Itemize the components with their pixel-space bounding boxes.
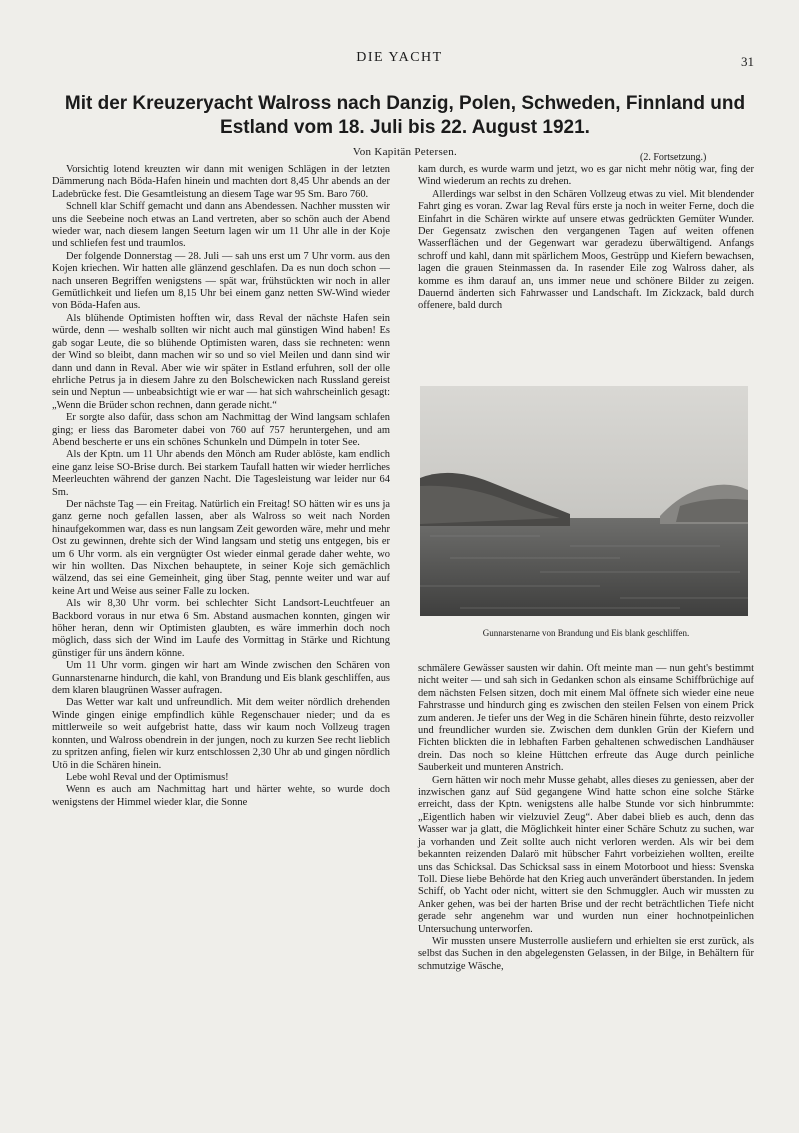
sea [420,518,748,616]
continuation-note: (2. Fortsetzung.) [640,152,707,163]
left-column [52,164,390,809]
paragraph: Lebe wohl Reval und der Optimismus! [66,771,229,783]
paragraph: Er sorgte also dafür, dass schon am Nachmittag der Wind langsam schlafen ging; er liess das Barometer dabei von 760 auf 757 heruntergehen, und am Abend bescherte er uns ein schönes Schunkeln und Dümpeln in toter See. [52,412,390,448]
running-head: DIE YACHT [356,50,443,65]
right-column-bottom [418,663,754,973]
paragraph: Allerdings war selbst in den Schären Vollzeug etwas zu viel. Mit blendender Fahrt ging es voran. Zwar lag Reval fürs erste ja noch in weiter Ferne, doch die Einfahrt in die Schären wirkte auf unsere etwas gedrückten Gemüter Wunder. Der Gegensatz zwischen den vergangenen Tagen auf weiten offenen Wasserflächen und der Gegenwart war geradezu überwältigend. Anfangs schroff und kahl, dann mit spärlichem Moos, Gestrüpp und Kiefern bewachsen, lagen die grauen Steinmassen da. In rasender Eile zog Walross daher, als komme es ihm darauf an, uns immer neue und schönere Bilder zu zeigen. Dauernd änderten sich Fahrwasser und Landschaft. Im Zickzack, bald durch offenere, bald durch [418,188,754,312]
article-title [40,92,770,140]
paragraph: Der nächste Tag — ein Freitag. Natürlich ein Freitag! SO hätten wir es uns ja ganz gerne noch gefallen lassen, aber als Walross so weit nach Norden hinaufgekommen war, dass es nun langsam Zeit geworden wäre, mehr und mehr Ost zu gewinnen, drehte sich der Wind langsam und stetig uns entgegen, bis er um 6 Uhr vorm. als ein vergnügter Ost wieder einmal gerade daher wehte, wo wir hin wollten. Das Nixchen behauptete, in seiner Koje sich gemächlich wälzend, das sei eine Gemeinheit, ging über Stag, pennte weiter und war auf keine Art und Weise aus seiner Falle zu locken. [52,498,390,597]
paragraph: Vorsichtig lotend kreuzten wir dann mit wenigen Schlägen in der letzten Dämmerung nach Böda-Hafen hinein und machten dort 8,45 Uhr abends an der Ladebrücke fest. Die Gesamtleistung an diesem Tage war 95 Sm. Baro 760. [52,164,390,200]
paragraph: Wir mussten unsere Musterrolle ausliefern und erhielten sie erst zurück, als selbst das Suchen in den abgelegensten Gelassen, in der Bilge, in Behältern für schmutzige Wäsche, [418,935,754,972]
paragraph: Als der Kptn. um 11 Uhr abends den Mönch am Ruder ablöste, kam endlich eine ganz leise SO-Brise durch. Bei starkem Taufall hatten wir wieder herrliches Meerleuchten während der ganzen Nacht. Die Tagesleistung war leider nur 64 Sm. [52,449,390,498]
paragraph: schmälere Gewässer sausten wir dahin. Oft meinte man — nun geht's bestimmt nicht weiter — und sah sich in Gedanken schon als einsame Schiffbrüchige auf dem nächsten Felsen sitzen, doch mit einem Mal öffnete sich wieder eine neue Fahrstrasse und hindurch ging es zwischen den steilen Felsen von einem Prick zum anderen. Je tiefer uns der Weg in die Schären hinein führte, desto reizvoller und freundlicher wurden sie. Zwischen dem dunklen Grün der Kiefern und Fichten blickten die in lebhaften Farben gehaltenen schwedischen Landhäuser drein. Das noch so kleine Hüttchen erfreute das Auge durch peinliche Sauberkeit und munteren Anstrich. [418,663,754,774]
paragraph: Schnell klar Schiff gemacht und dann ans Abendessen. Nachher mussten wir uns die Seebeine noch etwas an Land vertreten, aber so schön auch der Abend wieder war, nach diesem langen Seeturn lagen wir um 11 Uhr alle in der Koje und schliefen fest und traumlos. [52,201,390,250]
paragraph: kam durch, es wurde warm und jetzt, wo es gar nicht mehr nötig war, fing der Wind wiederum an rechts zu drehen. [418,164,754,188]
paragraph: Gern hätten wir noch mehr Musse gehabt, alles dieses zu geniessen, aber der inzwischen ganz auf Süd gegangene Wind hatte schon eine solche Stärke erreicht, dass der Kptn. wenigstens alle halbe Stunde vor sich hinbrummte: „Eigentlich haben wir vielzuviel Zeug“. Aber dabei blieb es auch, denn das Wasser war ja glatt, die Möglichkeit hinter einer Schäre Schutz zu suchen, war ja vorhanden und Zeit sollte auch nicht verloren werden. Als wir bei dem bekannten reizenden Dalarö mit hübscher Fahrt vorbeiziehen wollten, ereilte uns das Schicksal. Das Schicksal sass in einem Motorboot und hiess: Svenska Toll. Diese liebe Behörde hat den Krieg auch unverändert überstanden. In jedem Schiff, ob Yacht oder nicht, wittert sie den Schmuggler. Auch wir mussten zu Anker gehen, was bei der harten Brise und der recht beträchtlichen Tiefe nicht gerade sehr angenehm war und wurden nun einer hochnotpeinlichen Untersuchung unterworfen. [418,774,754,935]
photo-caption: Gunnarstenarne von Brandung und Eis blank geschliffen. [482,628,690,638]
article-title-line: Mit der Kreuzeryacht Walross nach Danzig, Polen, Schweden, Finnland und [64,93,746,114]
page-number: 31 [741,54,754,69]
skerries-photo [420,386,748,616]
paragraph: Um 11 Uhr vorm. gingen wir hart am Winde zwischen den Schären von Gunnarstenarne hindurch, die kahl, von Brandung und Eis blank geschliffen, aus dem klaren blaugrünen Wasser aufragen. [52,660,390,697]
paragraph: Als blühende Optimisten hofften wir, dass Reval der nächste Hafen sein würde, denn — weshalb sollten wir nicht auch mal günstigen Wind haben! Es gab sogar Leute, die so blühende Optimisten waren, dass sie rechneten: wenn der Wind so bleibt, dann machen wir so und so viel Meilen und dann sind wir dann und dann in Reval. Aber wie wir später in Estland erfuhren, soll der olle ehrliche Petrus ja in diesem Jahre zu den Bolschewicken nach Russland gereist sein und Neptun — unbeabsichtigt wie er war — hat sich wahrscheinlich gesagt: „Wenn die Brüder schon rechnen, dann gerade nicht.“ [52,312,390,411]
byline: Von Kapitän Petersen. [352,146,458,158]
paragraph: Das Wetter war kalt und unfreundlich. Mit dem weiter nördlich drehenden Winde gingen einige empfindlich kühle Regenschauer nieder; und da es mittlerweile so weit aufgebrist hatte, dass wir kaum noch Vollzeug tragen konnten, und Walross obendrein in der jungen, noch zu kurzen See recht lieblich zu spritzen anfing, fielen wir kurz entschlossen 2,30 Uhr ab und gingen nördlich Utö in die Schären hinein. [52,697,390,771]
paragraph: Der folgende Donnerstag — 28. Juli — sah uns erst um 7 Uhr vorm. aus den Kojen kriechen. Wir hatten alle glänzend geschlafen. Da es nun doch schon — nach unseren Begriffen wenigstens — spät war, frühstückten wir noch in aller Gemütlichkeit und liefen um 8,15 Uhr bei einem ganz netten SW-Wind wieder von Böda-Hafen aus. [52,250,390,312]
paragraph: Als wir 8,30 Uhr vorm. bei schlechter Sicht Landsort-Leuchtfeuer an Backbord voraus in nur etwa 6 Sm. Abstand ausmachen konnten, gingen wir höher heran, denn wir Optimisten glaubten, es wäre immerhin doch noch möglich, dass sich der Wind im Laufe des Vormittag in Stärke und Richtung günstiger für uns ändern könne. [52,598,390,659]
article-title-line: Estland vom 18. Juli bis 22. August 1921. [220,117,590,138]
paragraph: Wenn es auch am Nachmittag hart und härter wehte, so wurde doch wenigstens der Himmel wieder klar, die Sonne [52,784,390,808]
right-column-top [418,164,754,313]
skerries-photo-image [420,386,748,616]
